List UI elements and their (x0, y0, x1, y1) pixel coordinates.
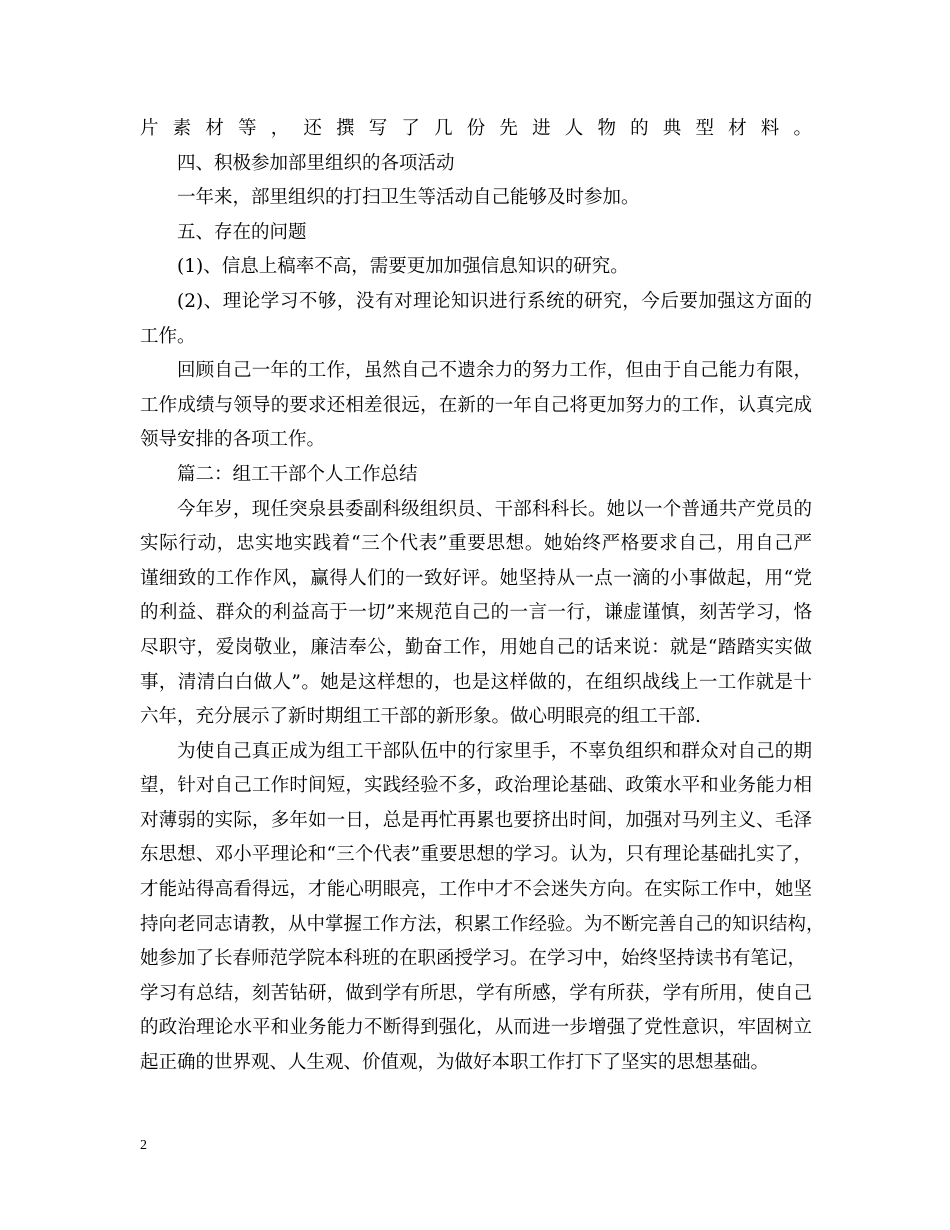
section-heading: 五、存在的问题 (177, 221, 307, 243)
paragraph-line: 的政治理论水平和业务能力不断得到强化，从而进一步增强了党性意识，牢固树立 (140, 1017, 812, 1039)
paragraph-line: 望，针对自己工作时间短，实践经验不多，政治理论基础、政策水平和业务能力相 (140, 775, 812, 797)
list-item: (1)、信息上稿率不高，需要更加加强信息知识的研究。 (177, 256, 629, 278)
paragraph-line: 才能站得高看得远，才能心明眼亮，工作中才不会迷失方向。在实际工作中，她坚 (140, 879, 812, 901)
section-heading: 篇二：组工干部个人工作总结 (177, 463, 418, 485)
section-heading: 四、积极参加部里组织的各项活动 (177, 152, 455, 174)
paragraph-line: 事，清清白白做人”。她是这样想的，也是这样做的，在组织战线上一工作就是十 (140, 671, 812, 693)
paragraph-line: 回顾自己一年的工作，虽然自己不遗余力的努力工作，但由于自己能力有限， (177, 360, 812, 382)
paragraph-line: 东思想、邓小平理论和“三个代表”重要思想的学习。认为，只有理论基础扎实了， (140, 844, 812, 866)
paragraph-line: 领导安排的各项工作。 (140, 429, 326, 451)
paragraph-line: 起正确的世界观、人生观、价值观，为做好本职工作打下了坚实的思想基础。 (140, 1052, 770, 1074)
paragraph-line: 持向老同志请教，从中掌握工作方法，积累工作经验。为不断完善自己的知识结构， (140, 913, 825, 935)
paragraph-line: 她参加了长春师范学院本科班的在职函授学习。在学习中，始终坚持读书有笔记， (140, 948, 807, 970)
paragraph-line: 一年来，部里组织的打扫卫生等活动自己能够及时参加。 (177, 187, 640, 209)
paragraph-line: 为使自己真正成为组工干部队伍中的行家里手，不辜负组织和群众对自己的期 (177, 740, 812, 762)
paragraph-line: 今年岁，现任突泉县委副科级组织员、干部科科长。她以一个普通共产党员的 (177, 498, 812, 520)
paragraph-line: 实际行动，忠实地实践着“三个代表”重要思想。她始终严格要求自己，用自己严 (140, 533, 812, 555)
paragraph-line: 六年，充分展示了新时期组工干部的新形象。做心明眼亮的组工干部. (140, 706, 701, 728)
page-number: 2 (140, 1138, 147, 1153)
list-item: (2)、理论学习不够，没有对理论知识进行系统的研究，今后要加强这方面的 (177, 290, 812, 312)
document-body (140, 112, 825, 1081)
paragraph-line: 工作成绩与领导的要求还相差很远，在新的一年自己将更加努力的工作，认真完成 (140, 394, 812, 416)
paragraph-line: 工作。 (140, 325, 196, 347)
paragraph-line: 的利益、群众的利益高于一切”来规范自己的一言一行，谦虚谨慎，刻苦学习，恪 (140, 602, 812, 624)
paragraph-line: 片素材等，还撰写了几份先进人物的典型材料。 (140, 118, 812, 139)
paragraph-line: 尽职守，爱岗敬业，廉洁奉公，勤奋工作，用她自己的话来说：就是“踏踏实实做 (140, 636, 812, 658)
paragraph-line: 对薄弱的实际，多年如一日，总是再忙再累也要挤出时间，加强对马列主义、毛泽 (140, 809, 812, 831)
paragraph-line: 学习有总结，刻苦钻研，做到学有所思，学有所感，学有所获，学有所用，使自己 (140, 982, 812, 1004)
paragraph-line: 谨细致的工作作风，赢得人们的一致好评。她坚持从一点一滴的小事做起，用“党 (140, 567, 812, 589)
